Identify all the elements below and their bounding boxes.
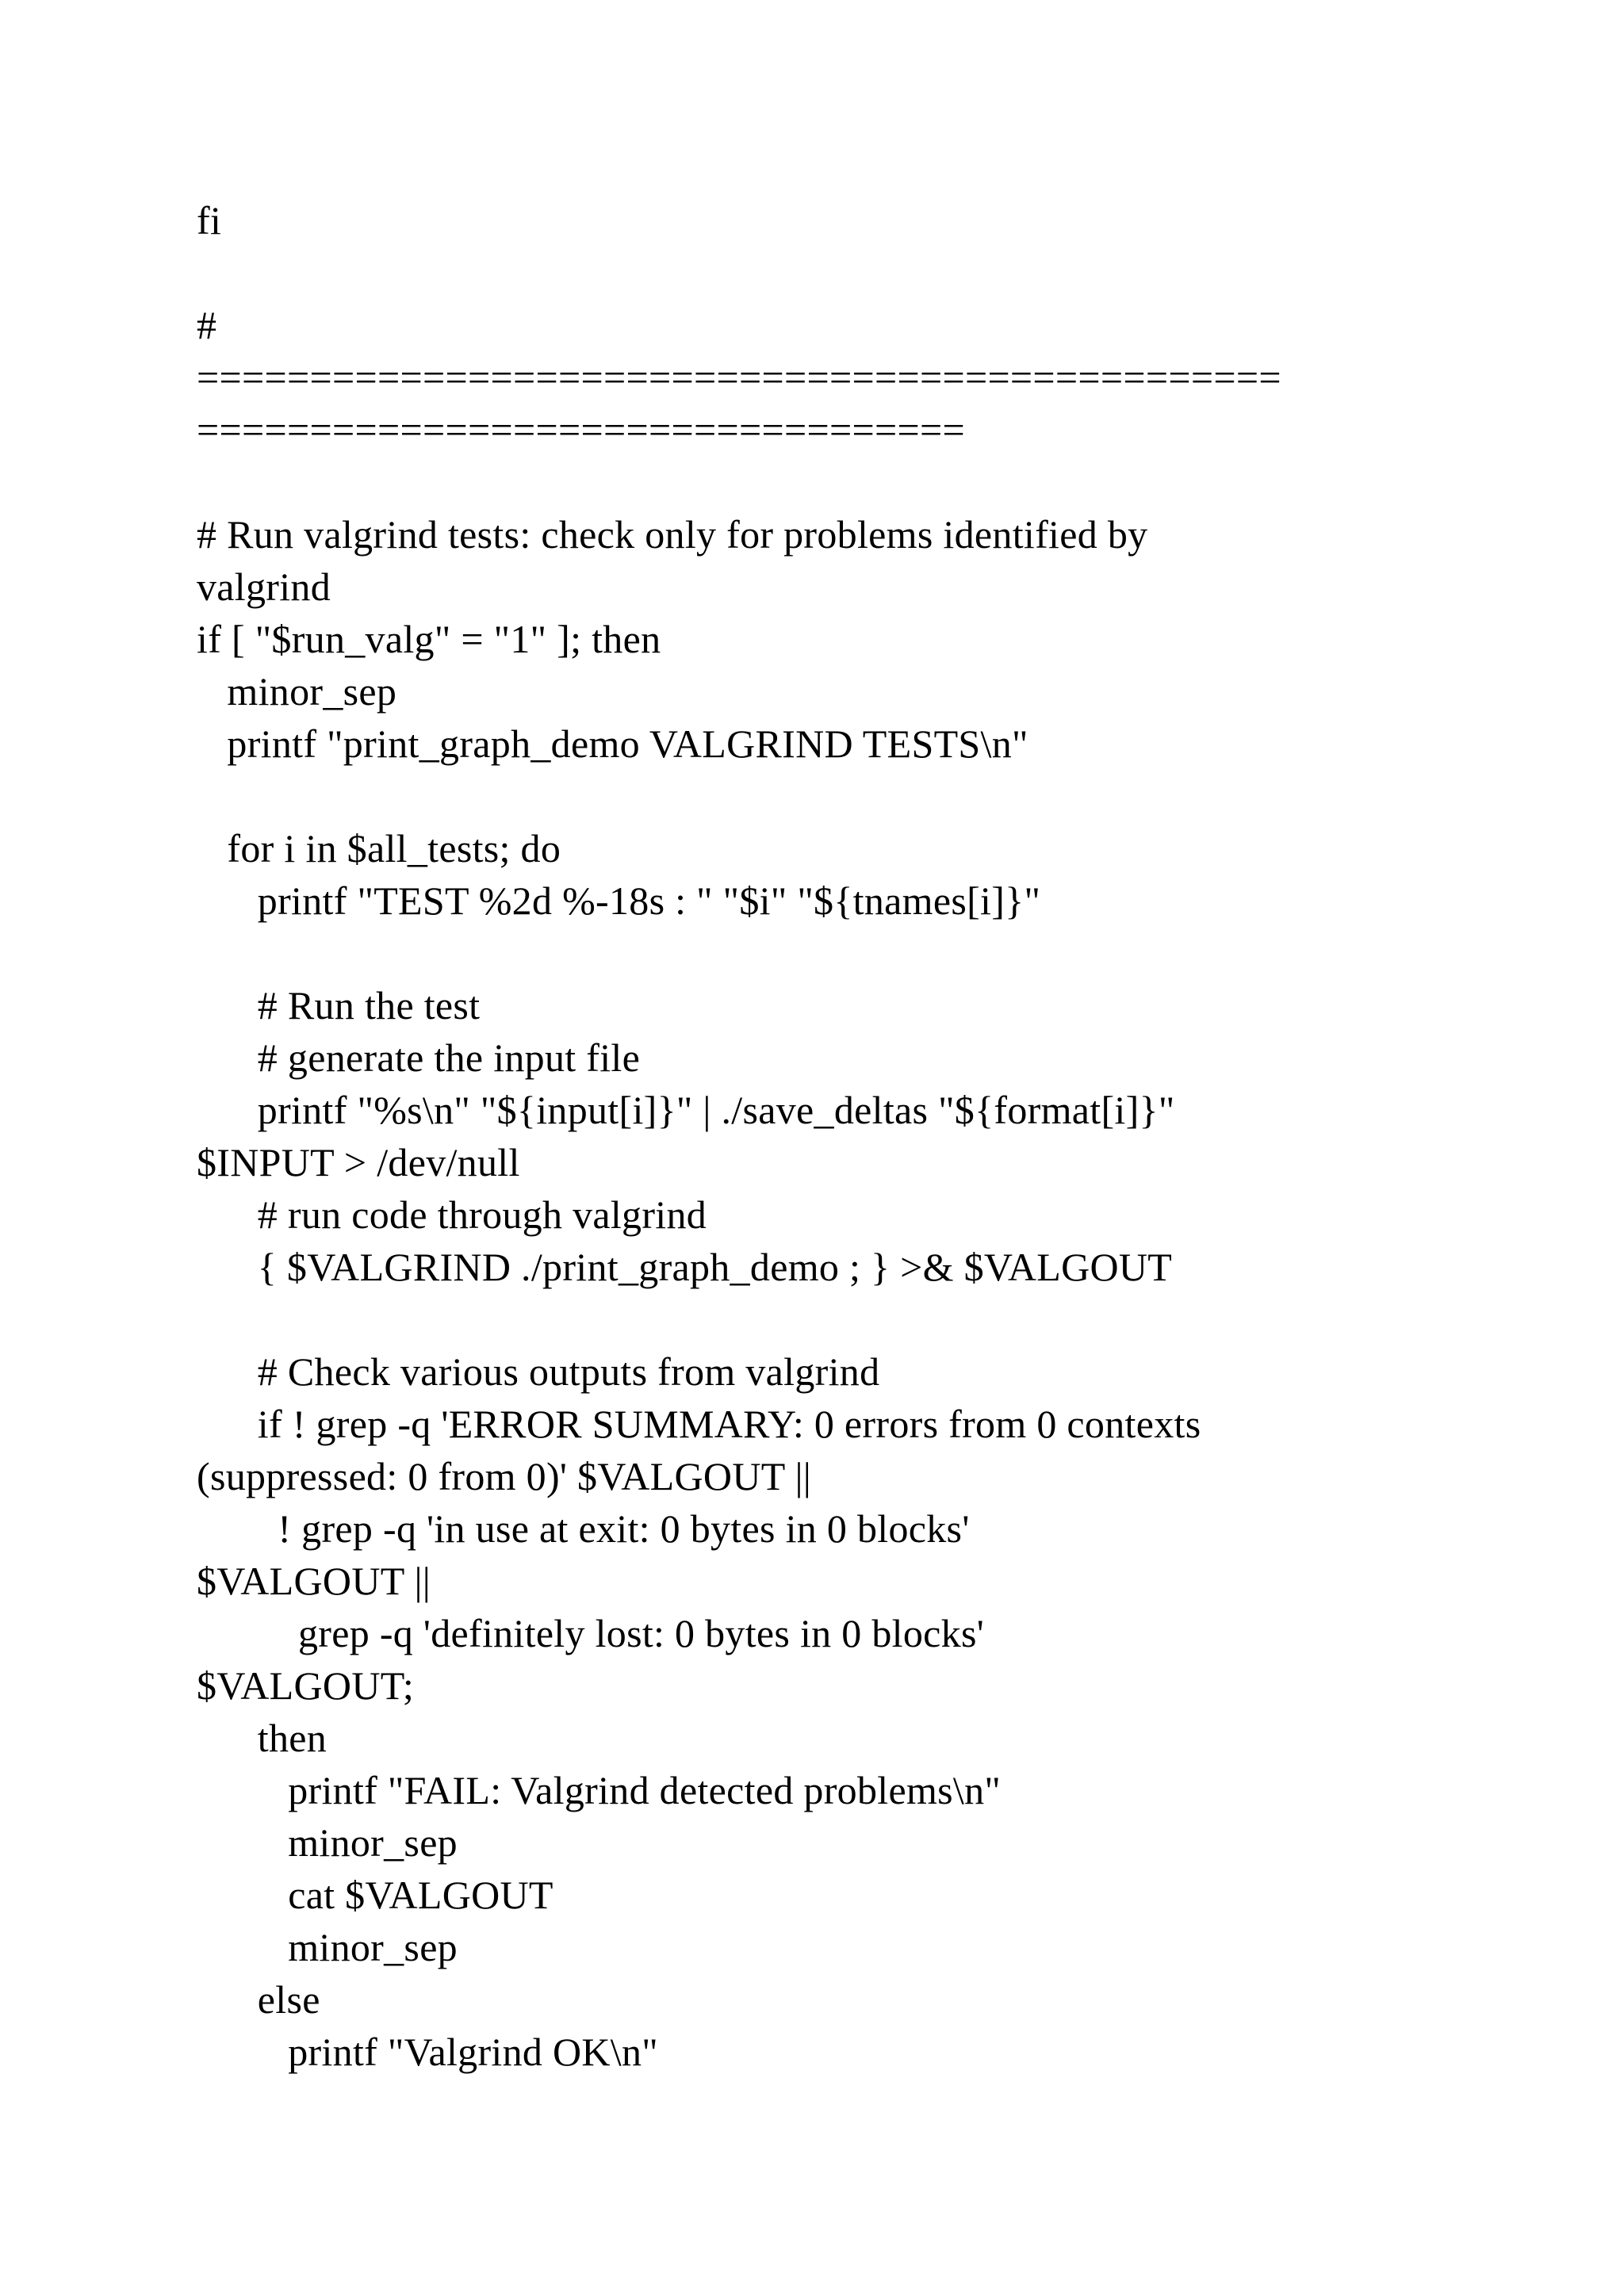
code-line: valgrind (197, 564, 331, 609)
code-line: # run code through valgrind (197, 1192, 707, 1237)
code-line: minor_sep (197, 669, 397, 714)
code-line: $VALGOUT; (197, 1663, 415, 1708)
code-line: # (197, 303, 217, 347)
code-line: cat $VALGOUT (197, 1873, 553, 1917)
code-line: printf "%s\n" "${input[i]}" | ./save_deltas "${format[i]}" (197, 1088, 1175, 1132)
code-line: # Run the test (197, 983, 481, 1027)
code-line: # Run valgrind tests: check only for problems identified by (197, 512, 1148, 557)
code-line: minor_sep (197, 1820, 458, 1865)
code-line: { $VALGRIND ./print_graph_demo ; } >& $VALGOUT (197, 1245, 1173, 1289)
code-line: # Check various outputs from valgrind (197, 1349, 880, 1394)
code-line: grep -q 'definitely lost: 0 bytes in 0 blocks' (197, 1611, 985, 1655)
code-line: $INPUT > /dev/null (197, 1140, 520, 1184)
code-line: fi (197, 198, 222, 243)
code-line: # generate the input file (197, 1035, 641, 1080)
code-line: ================================================ (197, 355, 1281, 400)
code-line: printf "Valgrind OK\n" (197, 2030, 659, 2074)
code-line: if ! grep -q 'ERROR SUMMARY: 0 errors from 0 contexts (197, 1402, 1201, 1446)
code-line: printf "print_graph_demo VALGRIND TESTS\n" (197, 721, 1028, 766)
code-line: ! grep -q 'in use at exit: 0 bytes in 0 blocks' (197, 1506, 970, 1551)
code-line: (suppressed: 0 from 0)' $VALGOUT || (197, 1454, 812, 1498)
code-line: ================================== (197, 408, 965, 452)
code-line: if [ "$run_valg" = "1" ]; then (197, 617, 661, 661)
code-line: printf "TEST %2d %-18s : " "$i" "${tnames[i]}" (197, 878, 1041, 923)
code-line: minor_sep (197, 1925, 458, 1969)
code-line: else (197, 1977, 320, 2022)
code-line: for i in $all_tests; do (197, 826, 561, 871)
code-line: printf "FAIL: Valgrind detected problems\n" (197, 1768, 1002, 1812)
code-line: $VALGOUT || (197, 1559, 431, 1603)
code-line: then (197, 1716, 327, 1760)
